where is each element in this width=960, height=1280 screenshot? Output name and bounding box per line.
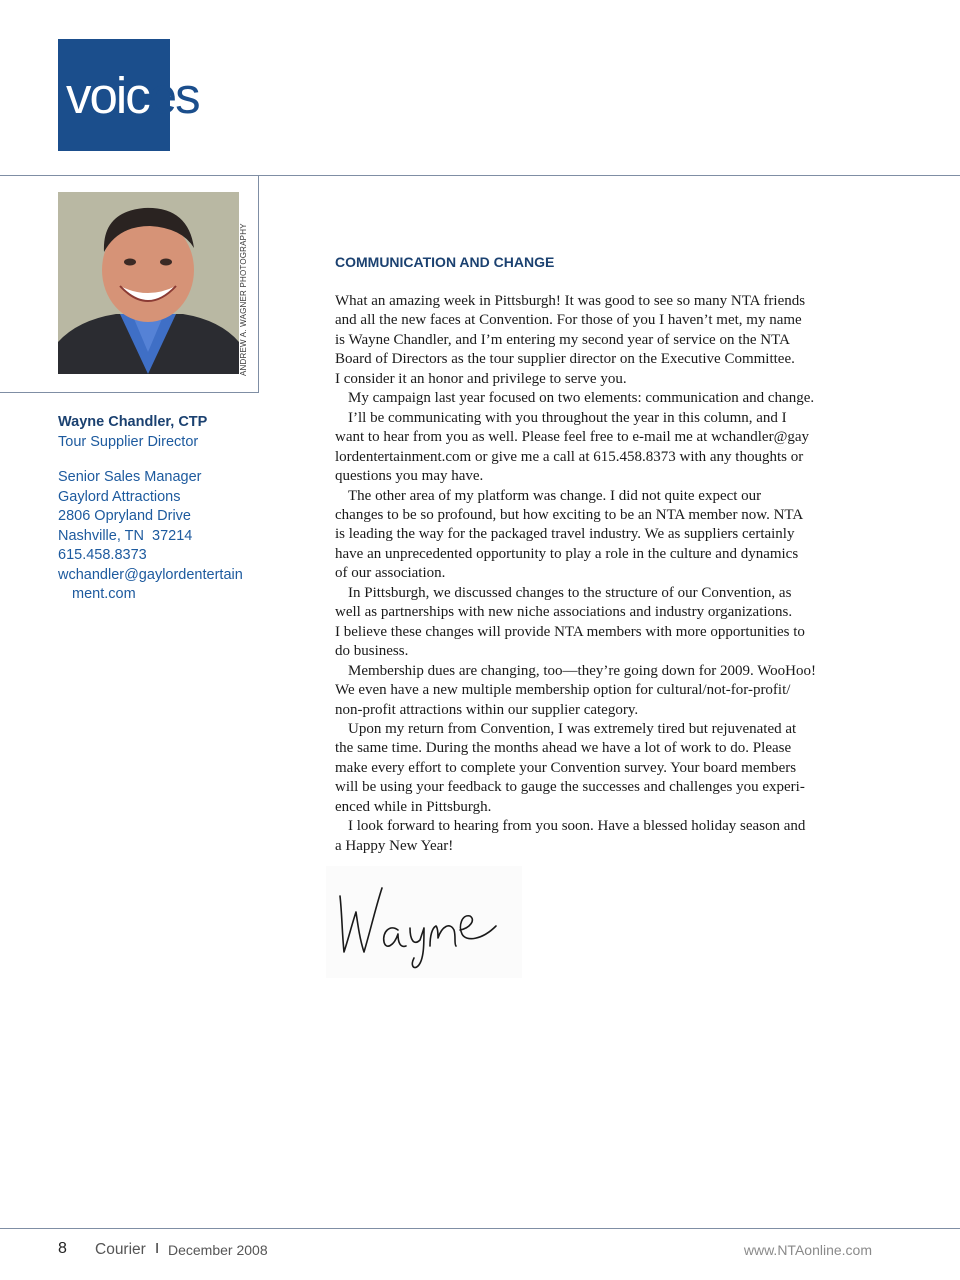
article-line: want to hear from you as well. Please feel free to e-mail me at wchandler@gay bbox=[335, 429, 810, 446]
section-title-tail: es bbox=[148, 67, 199, 124]
author-company: Gaylord Attractions bbox=[58, 488, 181, 505]
article-line: will be using your feedback to gauge the successes and challenges you experi- bbox=[335, 779, 805, 796]
section-title-head: voic bbox=[66, 67, 149, 124]
section-title bbox=[66, 67, 199, 124]
spacer bbox=[58, 452, 253, 468]
issue-date: December 2008 bbox=[168, 1242, 268, 1258]
article-line: We even have a new multiple membership option for cultural/not-for-profit/ bbox=[335, 682, 791, 699]
article-line: I’ll be communicating with you throughout the year in this column, and I bbox=[348, 409, 787, 426]
article-line: a Happy New Year! bbox=[335, 837, 454, 854]
article-line: What an amazing week in Pittsburgh! It was good to see so many NTA friends bbox=[335, 293, 806, 309]
article-line: Upon my return from Convention, I was extremely tired but rejuvenated at bbox=[348, 720, 797, 737]
article-line: make every effort to complete your Convention survey. Your board members bbox=[335, 759, 797, 776]
article-line: and all the new faces at Convention. For those of you I haven’t met, my name bbox=[335, 312, 802, 329]
website-link[interactable]: www.NTAonline.com bbox=[743, 1242, 872, 1258]
page-number: 8 bbox=[58, 1240, 67, 1257]
bottom-divider bbox=[0, 1228, 960, 1229]
footer-separator: I bbox=[155, 1240, 160, 1257]
article-line: lordentertainment.com or give me a call at 615.458.8373 with any thoughts or bbox=[335, 448, 804, 465]
top-divider bbox=[0, 175, 960, 176]
article-line: In Pittsburgh, we discussed changes to the structure of our Convention, as bbox=[348, 584, 792, 601]
article-heading: COMMUNICATION AND CHANGE bbox=[335, 254, 555, 270]
article-line: have an unprecedented opportunity to play a role in the culture and dynamics bbox=[335, 545, 799, 562]
author-email-line-1[interactable]: wchandler@gaylordentertain bbox=[58, 566, 243, 583]
author-photo bbox=[58, 192, 239, 374]
author-name: Wayne Chandler, CTP bbox=[58, 414, 208, 430]
author-phone: 615.458.8373 bbox=[58, 547, 147, 563]
article-line: I believe these changes will provide NTA members with more opportunities to bbox=[335, 623, 805, 640]
article-line: questions you may have. bbox=[335, 468, 484, 485]
article-line: is leading the way for the packaged travel industry. We as suppliers certainly bbox=[335, 526, 795, 543]
photo-credit: ANDREW A. WAGNER PHOTOGRAPHY bbox=[239, 223, 248, 376]
article-line: of our association. bbox=[335, 565, 446, 582]
article-line: Membership dues are changing, too—they’re going down for 2009. WooHoo! bbox=[348, 662, 817, 679]
author-role: Tour Supplier Director bbox=[58, 433, 199, 450]
article-line: I look forward to hearing from you soon. Have a blessed holiday season and bbox=[348, 818, 806, 835]
article-line: non-profit attractions within our supplier category. bbox=[335, 701, 639, 718]
publication-name: Courier bbox=[95, 1241, 146, 1258]
article-line: the same time. During the months ahead we have a lot of work to do. Please bbox=[335, 740, 792, 757]
author-street: 2806 Opryland Drive bbox=[58, 508, 191, 524]
sidebar-horizontal-divider bbox=[0, 392, 259, 393]
author-contact-sidebar bbox=[58, 413, 253, 605]
author-email-line-2[interactable]: ment.com bbox=[72, 586, 136, 602]
signature-drawing bbox=[326, 866, 522, 978]
author-city: Nashville, TN 37214 bbox=[58, 527, 193, 544]
article-line: I consider it an honor and privilege to serve you. bbox=[335, 370, 627, 387]
article-line: enced while in Pittsburgh. bbox=[335, 798, 492, 815]
article-line: changes to be so profound, but how exciting to be an NTA member now. NTA bbox=[335, 506, 804, 523]
article-line: do business. bbox=[335, 643, 409, 660]
author-job-title: Senior Sales Manager bbox=[58, 469, 202, 485]
article-line: well as partnerships with new niche associations and industry organizations. bbox=[335, 604, 793, 621]
article-body bbox=[335, 292, 875, 856]
signature bbox=[326, 866, 522, 978]
article-line: is Wayne Chandler, and I’m entering my second year of service on the NTA bbox=[335, 331, 790, 348]
author-portrait-illustration bbox=[58, 192, 239, 374]
article-line: The other area of my platform was change. I did not quite expect our bbox=[348, 487, 762, 504]
article-line: My campaign last year focused on two elements: communication and change. bbox=[348, 390, 815, 407]
article-line: Board of Directors as the tour supplier director on the Executive Committee. bbox=[335, 351, 795, 368]
sidebar-vertical-divider bbox=[258, 175, 259, 393]
